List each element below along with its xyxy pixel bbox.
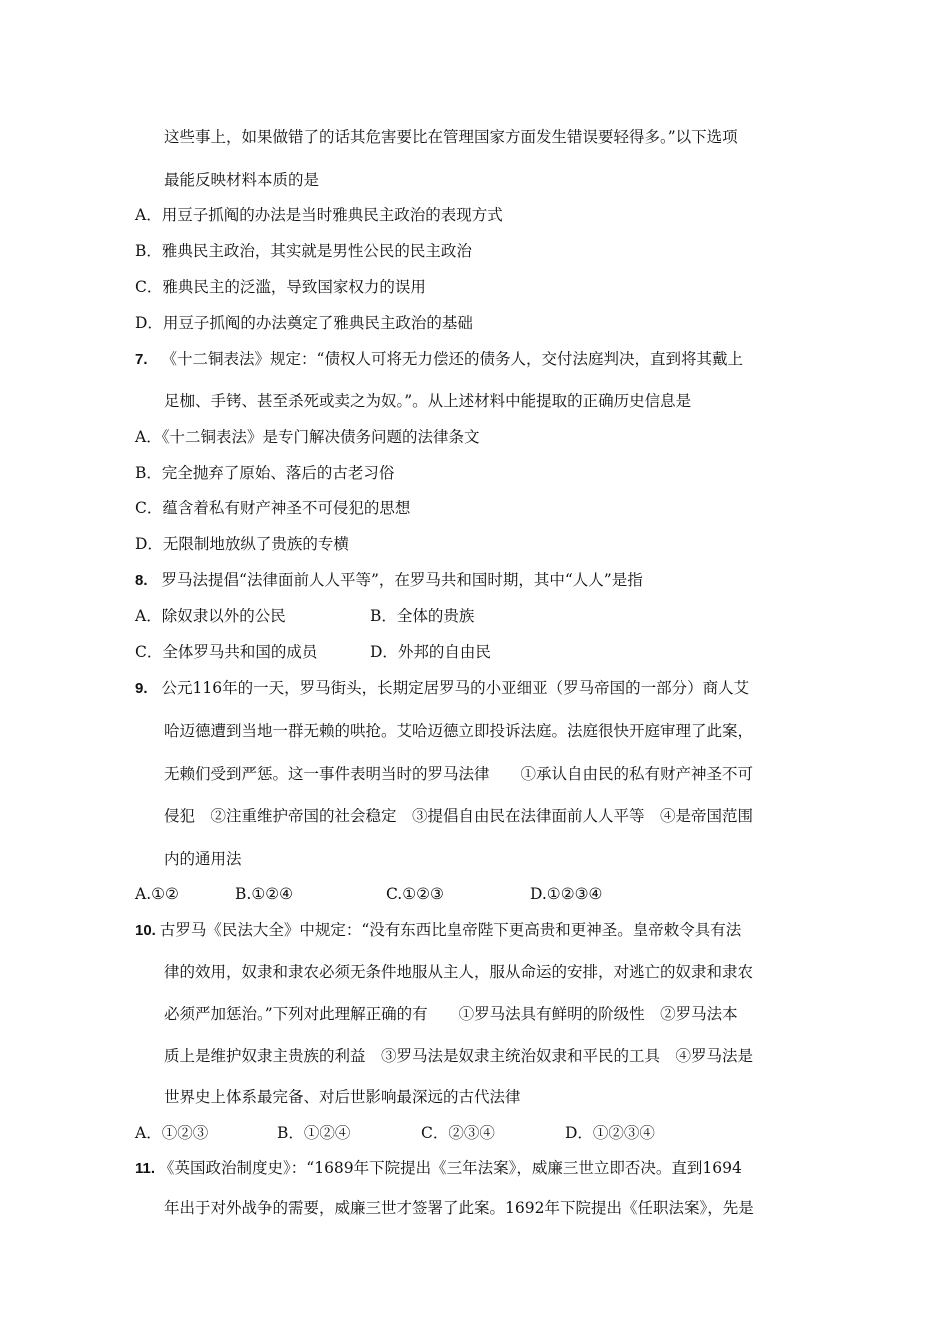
- q11-stem: [135, 1158, 742, 1179]
- q10-stem: [135, 920, 741, 941]
- q8-option-b: B．全体的贵族: [370, 607, 475, 625]
- q6-option-a: A．用豆子抓阄的办法是当时雅典民主政治的表现方式: [135, 206, 503, 224]
- q6-option-d: D．用豆子抓阄的办法奠定了雅典民主政治的基础: [135, 314, 473, 332]
- q7-option-c: C．蕴含着私有财产神圣不可侵犯的思想: [135, 499, 411, 517]
- q9-stem-line: 公元116年的一天，罗马街头，长期定居罗马的小亚细亚（罗马帝国的一部分）商人艾: [161, 679, 750, 697]
- q10-stem-line: 古罗马《民法大全》中规定：“没有东西比皇帝陛下更高贵和更神圣。皇帝敕令具有法: [159, 921, 742, 939]
- q9-number: 9.: [135, 680, 148, 697]
- q7-stem: [135, 349, 743, 370]
- q9-stem-line: 哈迈德遭到当地一群无赖的哄抢。艾哈迈德立即投诉法庭。法庭很快开庭审理了此案，: [164, 722, 754, 740]
- q6-stem-line: 这些事上，如果做错了的话其危害要比在管理国家方面发生错误要轻得多。”以下选项: [164, 128, 738, 146]
- q10-option-b: B．①②④: [277, 1124, 351, 1142]
- q9-option-a: A.①②: [135, 885, 179, 903]
- q8-option-d: D．外邦的自由民: [370, 643, 491, 661]
- q11-stem-line: 年出于对外战争的需要，威廉三世才签署了此案。1692年下院提出《任职法案》，先是: [164, 1199, 754, 1217]
- q7-option-a: A．《十二铜表法》是专门解决债务问题的法律条文: [135, 428, 480, 446]
- q10-stem-line: 必须严加惩治。”下列对此理解正确的有 ①罗马法具有鲜明的阶级性 ②罗马法本: [164, 1005, 738, 1023]
- q9-stem: [135, 678, 749, 699]
- q8-option-a: A．除奴隶以外的公民: [135, 607, 286, 625]
- q6-stem-line: 最能反映材料本质的是: [164, 171, 320, 189]
- q9-stem-line: 无赖们受到严惩。这一事件表明当时的罗马法律 ①承认自由民的私有财产神圣不可: [164, 765, 754, 783]
- q11-stem-line: 《英国政治制度史》：“1689年下院提出《三年法案》，威廉三世立即否决。直到1694: [159, 1159, 742, 1177]
- q7-stem-line: 足枷、手铐、甚至杀死或卖之为奴。”。从上述材料中能提取的正确历史信息是: [164, 392, 692, 410]
- q10-stem-line: 世界史上体系最完备、对后世影响最深远的古代法律: [164, 1088, 521, 1106]
- q6-option-c: C．雅典民主的泛滥，导致国家权力的误用: [135, 278, 426, 296]
- q10-option-a: A．①②③: [135, 1124, 209, 1142]
- q10-stem-line: 质上是维护奴隶主贵族的利益 ③罗马法是奴隶主统治奴隶和平民的工具 ④罗马法是: [164, 1047, 754, 1065]
- q8-option-c: C．全体罗马共和国的成员: [135, 643, 318, 661]
- q9-stem-line: 内的通用法: [164, 850, 242, 868]
- q8-number: 8.: [135, 572, 148, 589]
- q9-option-d: D.①②③④: [530, 885, 603, 903]
- q10-stem-line: 律的效用，奴隶和隶农必须无条件地服从主人，服从命运的安排，对逃亡的奴隶和隶农: [164, 963, 754, 981]
- q10-number: 10.: [135, 922, 156, 939]
- q6-option-b: B．雅典民主政治，其实就是男性公民的民主政治: [135, 242, 472, 260]
- q9-option-b: B.①②④: [235, 885, 294, 903]
- q10-option-d: D．①②③④: [565, 1124, 655, 1142]
- q7-number: 7.: [135, 351, 148, 368]
- q9-stem-line: 侵犯 ②注重维护帝国的社会稳定 ③提倡自由民在法律面前人人平等 ④是帝国范围: [164, 807, 754, 825]
- q9-option-c: C.①②③: [386, 885, 444, 903]
- q8-stem-line: 罗马法提倡“法律面前人人平等”，在罗马共和国时期，其中“人人”是指: [161, 571, 643, 589]
- q7-option-d: D．无限制地放纵了贵族的专横: [135, 535, 349, 553]
- q10-option-c: C．②③④: [421, 1124, 495, 1142]
- q7-stem-line: 《十二铜表法》规定：“债权人可将无力偿还的债务人，交付法庭判决，直到将其戴上: [161, 350, 743, 368]
- q11-number: 11.: [135, 1160, 156, 1177]
- q8-stem: [135, 570, 643, 591]
- q7-option-b: B．完全抛弃了原始、落后的古老习俗: [135, 464, 395, 482]
